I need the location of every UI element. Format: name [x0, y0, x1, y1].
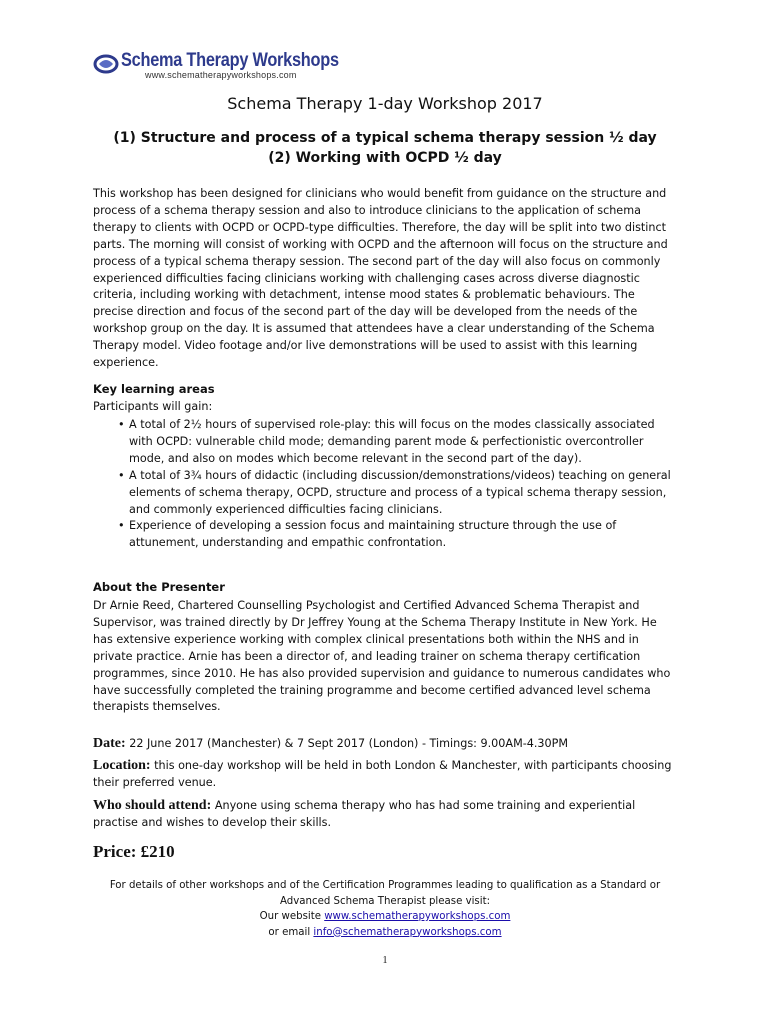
footer-line-1: For details of other workshops and of the Certification Programmes leading to qualification as a Standard or — [109, 880, 661, 891]
subtitle-1: (1) Structure and process of a typical schema therapy session ½ day — [113, 130, 657, 146]
key-learning-list — [118, 417, 678, 552]
date-text: 22 June 2017 (Manchester) & 7 Sept 2017 (London) - Timings: 9.00AM-4.30PM — [125, 737, 569, 750]
email-label: or email — [268, 926, 314, 938]
logo-title: Schema Therapy Workshops — [121, 50, 339, 71]
logo-url: www.schematherapyworkshops.com — [145, 70, 297, 80]
website-link[interactable]: www.schematherapyworkshops.com — [324, 911, 511, 922]
page-title: Schema Therapy 1-day Workshop 2017 — [227, 94, 543, 113]
logo-swirl-icon — [93, 54, 119, 74]
footer-line-2: Advanced Schema Therapist please visit: — [279, 895, 491, 907]
list-item: • Experience of developing a session focus and maintaining structure through the use of attunement, understanding and empathic confrontation. — [118, 518, 678, 552]
who-line — [93, 797, 678, 831]
presenter-paragraph: Dr Arnie Reed, Chartered Counselling Psychologist and Certified Advanced Schema Therapist and Supervisor, was trained directly by Dr Jeffrey Young at the Schema Therapy Institute in New York. He has extensive experience working with complex clinical presentations both within the NHS and in private practice. Arnie has been a director of, and leading trainer on schema therapy certification programmes, since 2010. He has also provided supervision and guidance to numerous candidates who have successfully completed the training programme and become certified advanced level schema therapists themselves. — [93, 599, 671, 714]
footer — [0, 878, 770, 940]
who-text: Anyone using schema therapy who has had some training and experiential practise and wishes to develop their skills. — [93, 799, 636, 829]
date-line — [93, 735, 678, 752]
location-label: Location: — [93, 758, 151, 773]
list-item: • A total of 2½ hours of supervised role-play: this will focus on the modes classically associated with OCPD: vulnerable child mode; demanding parent mode & perfectionistic overcontroller mode, and also on modes which become relevant in the second part of the day). — [118, 417, 678, 468]
presenter-heading: About the Presenter — [93, 580, 225, 594]
intro-paragraph: This workshop has been designed for clinicians who would benefit from guidance on the structure and process of a schema therapy session and also to introduce clinicians to the application of schema therapy to clients with OCPD or OCPD-type difficulties. Therefore, the day will be split into two distinct parts. The morning will consist of working with OCPD and the afternoon will focus on the structure and process of a typical schema therapy session. The second part of the day will also focus on commonly experienced difficulties facing clinicians working with challenging cases across diverse diagnostic criteria, including working with detachment, intense mood states & problematic behaviours. The precise direction and focus of the second part of the day will be developed from the needs of the workshop group on the day. It is assumed that attendees have a clear understanding of the Schema Therapy model. Video footage and/or live demonstrations will be used to assist with this learning experience. — [93, 187, 668, 370]
footer-website — [0, 909, 770, 925]
date-label: Date: — [93, 736, 126, 751]
price: Price: £210 — [93, 842, 175, 861]
logo — [93, 50, 339, 84]
subtitle-2: (2) Working with OCPD ½ day — [268, 150, 502, 166]
location-text: this one-day workshop will be held in both London & Manchester, with participants choosing their preferred venue. — [93, 759, 672, 789]
location-line — [93, 757, 678, 791]
footer-email — [0, 925, 770, 941]
list-item: • A total of 3¾ hours of didactic (including discussion/demonstrations/videos) teaching on general elements of schema therapy, OCPD, structure and process of a typical schema therapy session, and commonly experienced difficulties facing clinicians. — [118, 468, 678, 519]
who-label: Who should attend: — [93, 798, 212, 813]
email-link[interactable]: info@schematherapyworkshops.com — [313, 926, 502, 938]
key-learning-intro: Participants will gain: — [93, 400, 213, 413]
website-label: Our website — [259, 911, 325, 922]
page-number: 1 — [382, 955, 388, 966]
key-learning-heading: Key learning areas — [93, 382, 215, 396]
